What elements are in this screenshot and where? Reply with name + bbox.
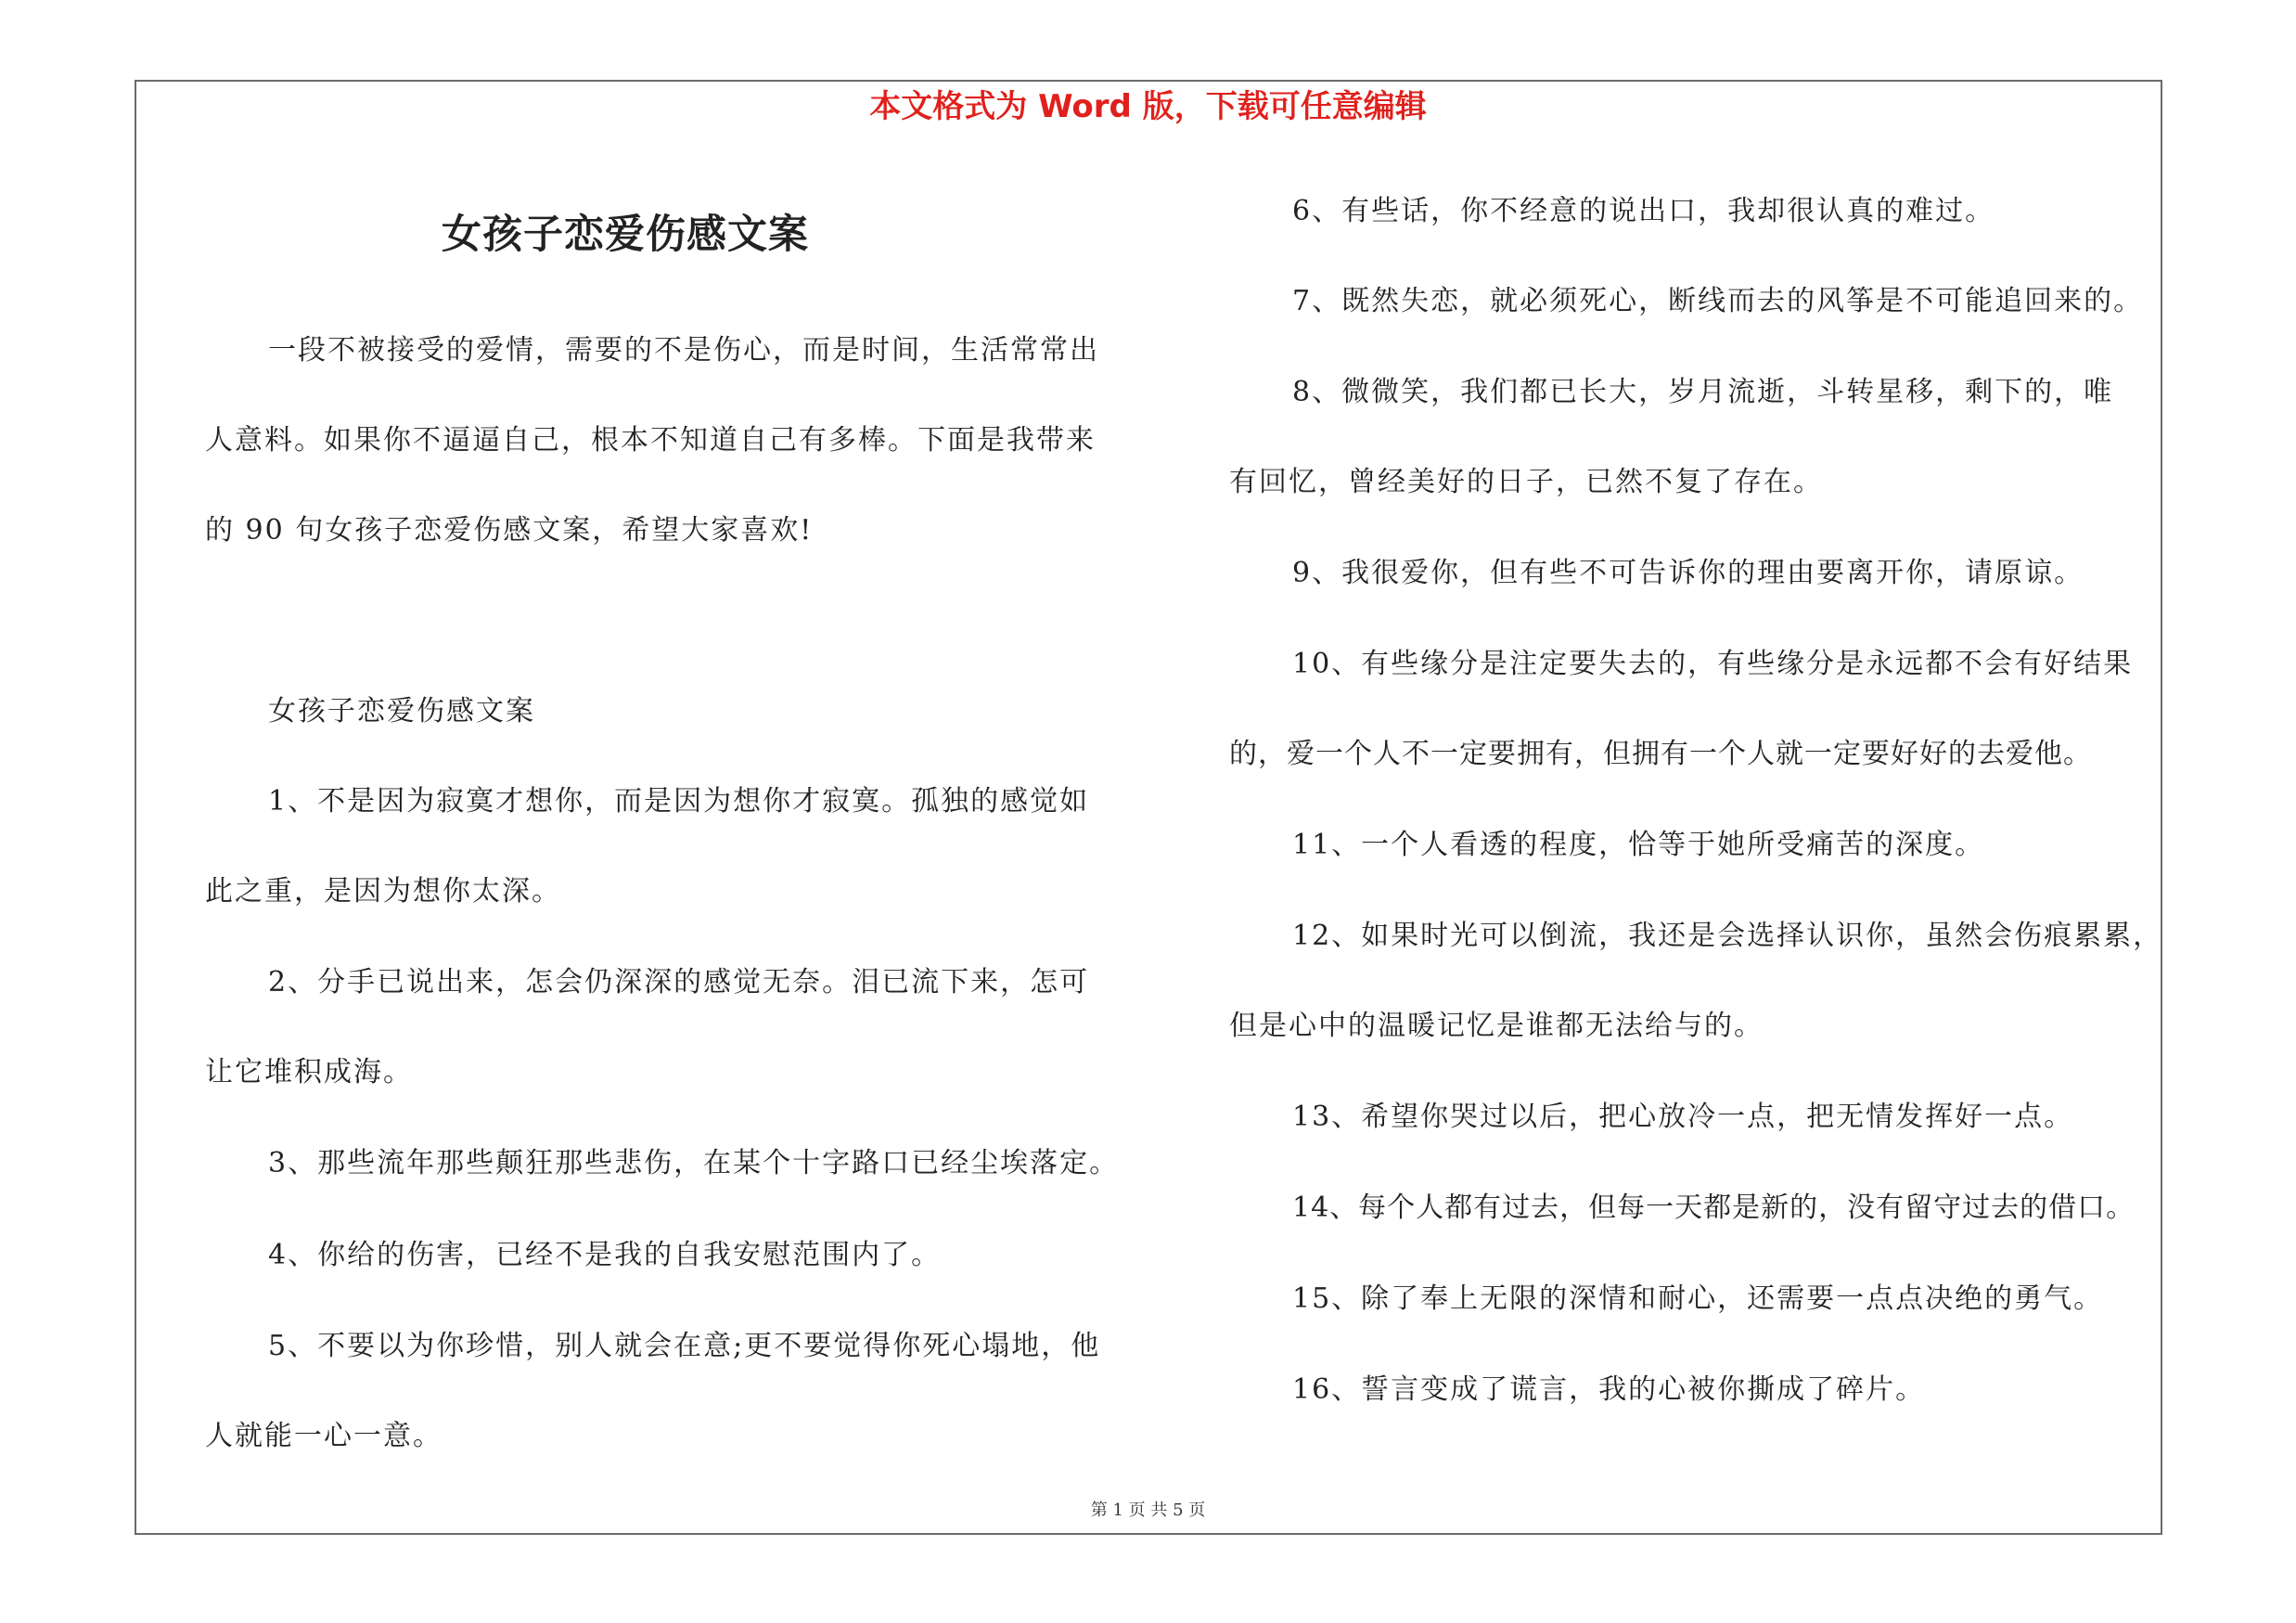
quote-4: 4、你给的伤害，已经不是我的自我安慰范围内了。	[268, 1239, 942, 1271]
quote-5-line-1: 5、不要以为你珍惜，别人就会在意;更不要觉得你死心塌地，他	[268, 1330, 1101, 1362]
quote-1-line-1: 1、不是因为寂寞才想你，而是因为想你才寂寞。孤独的感觉如	[268, 785, 1090, 818]
quote-7: 7、既然失恋，就必须死心，断线而去的风筝是不可能追回来的。	[1292, 285, 2144, 317]
quote-16: 16、誓言变成了谎言，我的心被你撕成了碎片。	[1292, 1373, 1926, 1406]
word-format-banner: 本文格式为 Word 版，下载可任意编辑	[869, 88, 1427, 125]
quote-2-line-1: 2、分手已说出来，怎会仍深深的感觉无奈。泪已流下来，怎可	[268, 966, 1090, 998]
quote-6: 6、有些话，你不经意的说出口，我却很认真的难过。	[1292, 195, 1995, 227]
quote-5-line-2: 人就能一心一意。	[205, 1420, 443, 1452]
quote-13: 13、希望你哭过以后，把心放冷一点，把无情发挥好一点。	[1292, 1101, 2074, 1133]
quote-2-line-2: 让它堆积成海。	[205, 1056, 413, 1088]
quote-15: 15、除了奉上无限的深情和耐心，还需要一点点决绝的勇气。	[1292, 1282, 2104, 1315]
intro-line-1: 一段不被接受的爱情，需要的不是伤心，而是时间，生活常常出	[268, 334, 1099, 367]
quote-3: 3、那些流年那些颠狂那些悲伤，在某个十字路口已经尘埃落定。	[268, 1147, 1120, 1179]
quote-10-line-1: 10、有些缘分是注定要失去的，有些缘分是永远都不会有好结果	[1292, 648, 2134, 680]
quote-14: 14、每个人都有过去，但每一天都是新的，没有留守过去的借口。	[1292, 1191, 2136, 1224]
quote-12-line-2: 但是心中的温暖记忆是谁都无法给与的。	[1229, 1010, 1764, 1042]
intro-line-3: 的 90 句女孩子恋爱伤感文案，希望大家喜欢!	[205, 514, 814, 547]
quote-11: 11、一个人看透的程度，恰等于她所受痛苦的深度。	[1292, 829, 1985, 861]
quote-9: 9、我很爱你，但有些不可告诉你的理由要离开你，请原谅。	[1292, 557, 2084, 589]
document-title: 女孩子恋爱伤感文案	[442, 212, 809, 258]
quote-8-line-1: 8、微微笑，我们都已长大，岁月流逝，斗转星移，剩下的，唯	[1292, 376, 2114, 408]
quote-1-line-2: 此之重，是因为想你太深。	[205, 875, 561, 908]
quote-12-line-1: 12、如果时光可以倒流，我还是会选择认识你，虽然会伤痕累累，	[1292, 920, 2163, 952]
page-number-footer: 第 1 页 共 5 页	[1090, 1501, 1206, 1520]
intro-line-2: 人意料。如果你不逼逼自己，根本不知道自己有多棒。下面是我带来	[205, 424, 1096, 457]
quote-8-line-2: 有回忆，曾经美好的日子，已然不复了存在。	[1229, 466, 1823, 498]
quote-10-line-2: 的，爱一个人不一定要拥有，但拥有一个人就一定要好好的去爱他。	[1229, 738, 2092, 770]
section-heading: 女孩子恋爱伤感文案	[268, 695, 535, 728]
